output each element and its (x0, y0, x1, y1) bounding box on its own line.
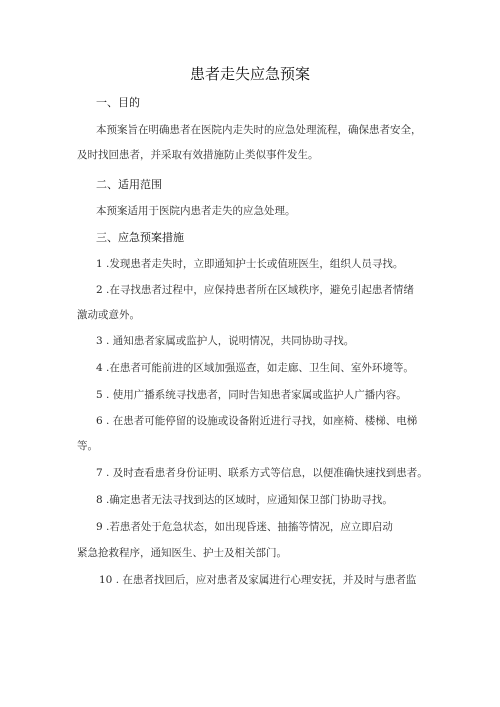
measure-item-5: 5 . 使用广播系统寻找患者，同时告知患者家属或监护人广播内容。 (96, 389, 407, 401)
purpose-paragraph-line: 及时找回患者，并采取有效措施防止类似事件发生。 (77, 149, 319, 161)
measure-item-2: 2 .在寻找患者过程中，应保持患者所在区域秩序，避免引起患者情绪 (96, 284, 414, 296)
measure-item-4: 4 .在患者可能前进的区域加强巡查，如走廊、卫生间、室外环境等。 (96, 362, 414, 374)
measure-item-9: 9 .若患者处于危急状态，如出现昏迷、抽搐等情况，应立即启动 (96, 521, 393, 533)
measure-item-6: 6 . 在患者可能停留的设施或设备附近进行寻找，如座椅、楼梯、电梯 (96, 415, 418, 427)
measure-item-1: 1 .发现患者走失时，立即通知护士长或值班医生，组织人员寻找。 (96, 258, 404, 270)
section-heading-scope: 二、适用范围 (96, 178, 162, 191)
scope-paragraph-line: 本预案适用于医院内患者走失的应急处理。 (96, 205, 296, 217)
measure-item-3: 3 . 通知患者家属或监护人，说明情况，共同协助寻找。 (96, 335, 355, 347)
measure-item-2-continued: 激动或意外。 (77, 309, 140, 321)
measure-item-9-continued: 紧急抢救程序，通知医生、护士及相关部门。 (77, 547, 287, 559)
purpose-paragraph-line: 本预案旨在明确患者在医院内走失时的应急处理流程，确保患者安全， (96, 124, 422, 136)
measure-item-8: 8 .确定患者无法寻找到达的区域时，应通知保卫部门协助寻找。 (96, 494, 393, 506)
measure-item-6-continued: 等。 (77, 440, 98, 452)
measure-item-7: 7 . 及时查看患者身份证明、联系方式等信息，以便准确快速找到患者。 (96, 467, 428, 479)
section-heading-purpose: 一、目的 (96, 96, 140, 109)
document-title: 患者走失应急预案 (189, 65, 310, 83)
section-heading-measures: 三、应急预案措施 (96, 231, 184, 244)
measure-item-10: 10 . 在患者找回后，应对患者及家属进行心理安抚，并及时与患者监 (99, 574, 417, 586)
